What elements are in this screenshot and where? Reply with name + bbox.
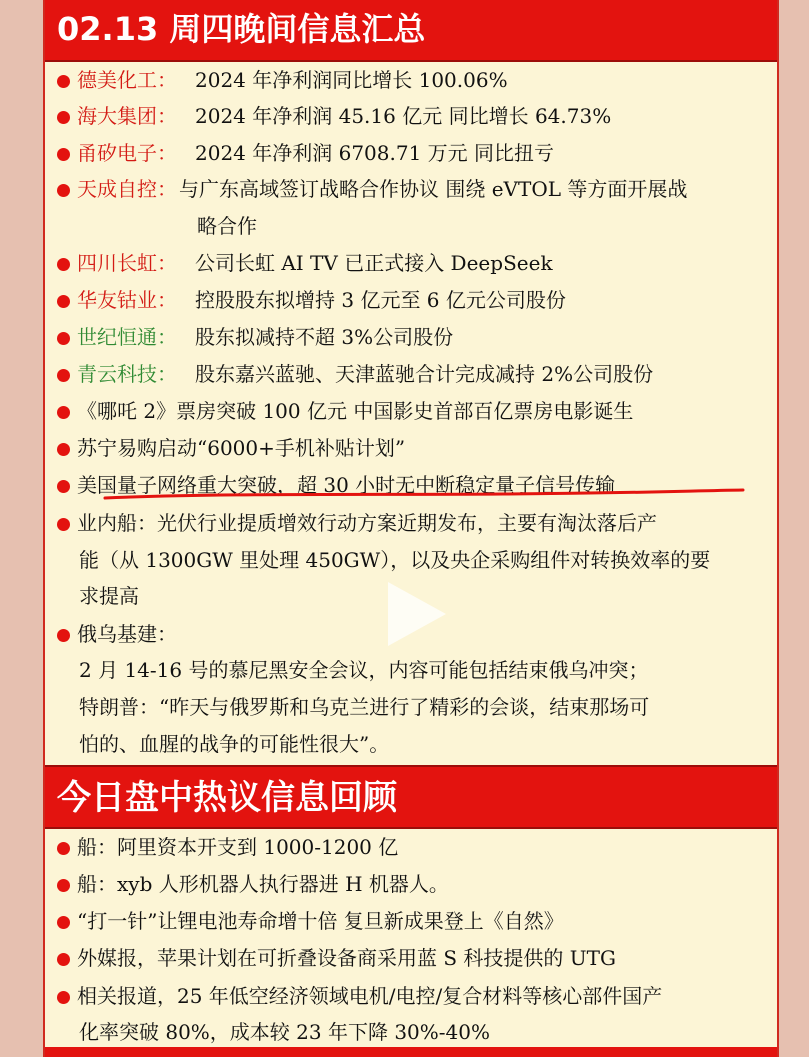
- bullet-icon: [57, 443, 70, 456]
- list-item: [57, 282, 773, 319]
- bullet-icon: [57, 629, 70, 642]
- item-text-continued: 略合作: [197, 214, 257, 238]
- item-text: 美国量子网络重大突破，超 30 小时无中断稳定量子信号传输: [77, 473, 616, 497]
- list-item: [57, 171, 773, 208]
- company-name: 四川长虹：: [77, 251, 177, 275]
- list-item: [57, 866, 773, 903]
- bullet-icon: [57, 406, 70, 419]
- list-item: [57, 356, 773, 393]
- bullet-icon: [57, 332, 70, 345]
- item-text: 股东拟减持不超 3%公司股份: [195, 325, 454, 349]
- bullet-icon: [57, 75, 70, 88]
- item-text: 股东嘉兴蓝驰、天津蓝驰合计完成减持 2%公司股份: [195, 362, 654, 386]
- bullet-icon: [57, 842, 70, 855]
- item-text: 外媒报，苹果计划在可折叠设备商采用蓝 S 科技提供的 UTG: [77, 946, 616, 970]
- bullet-icon: [57, 991, 70, 1004]
- play-icon[interactable]: [388, 582, 446, 646]
- item-text: 相关报道，25 年低空经济领域电机/电控/复合材料等核心部件国产: [77, 984, 663, 1008]
- item-text-continued: 求提高: [79, 584, 139, 608]
- item-text: 2024 年净利润 45.16 亿元 同比增长 64.73%: [195, 104, 612, 128]
- section-title-intraday-review: 今日盘中热议信息回顾: [45, 765, 777, 829]
- item-text: 船：xyb 人形机器人执行器进 H 机器人。: [77, 872, 449, 896]
- item-text: 俄乌基建：: [77, 622, 177, 646]
- item-text: 《哪吒 2》票房突破 100 亿元 中国影史首部百亿票房电影诞生: [77, 399, 634, 423]
- list-item: [57, 98, 773, 135]
- item-text-continued: 2 月 14-16 号的慕尼黑安全会议，内容可能包括结束俄乌冲突；: [79, 658, 649, 682]
- item-text-continued: 能（从 1300GW 里处理 450GW），以及央企采购组件对转换效率的要: [79, 548, 711, 572]
- list-item: [57, 978, 773, 1015]
- list-item: [57, 393, 773, 430]
- item-text-continued: 化率突破 80%，成本较 23 年下降 30%-40%: [79, 1020, 490, 1044]
- list-item: [57, 505, 773, 542]
- handwritten-underline: [103, 482, 745, 504]
- item-text-continued: 特朗普：“昨天与俄罗斯和乌克兰进行了精彩的会谈，结束那场可: [79, 695, 650, 719]
- news-card: [43, 0, 779, 1057]
- company-name: 世纪恒通：: [77, 325, 177, 349]
- company-name: 青云科技：: [77, 362, 177, 386]
- item-text: 与广东高域签订战略合作协议 围绕 eVTOL 等方面开展战: [179, 177, 688, 201]
- list-item: [57, 245, 773, 282]
- item-text: “打一针”让锂电池寿命增十倍 复旦新成果登上《自然》: [77, 909, 564, 933]
- bullet-icon: [57, 518, 70, 531]
- item-text: 2024 年净利润同比增长 100.06%: [195, 68, 508, 92]
- item-text-continued: 怕的、血腥的战争的可能性很大”。: [79, 732, 390, 756]
- item-text: 公司长虹 AI TV 已正式接入 DeepSeek: [195, 251, 553, 275]
- next-section-header-edge: [45, 1047, 777, 1057]
- item-text: 船：阿里资本开支到 1000-1200 亿: [77, 835, 399, 859]
- company-name: 海大集团：: [77, 104, 177, 128]
- list-item: [57, 940, 773, 977]
- list-item: [57, 829, 773, 866]
- bullet-icon: [57, 184, 70, 197]
- bullet-icon: [57, 258, 70, 271]
- bullet-icon: [57, 111, 70, 124]
- list-item: [57, 430, 773, 467]
- bullet-icon: [57, 953, 70, 966]
- section-title-evening-summary: 02.13 周四晚间信息汇总: [45, 0, 777, 62]
- list-item: [57, 62, 773, 99]
- list-item: [57, 319, 773, 356]
- company-name: 德美化工：: [77, 68, 177, 92]
- item-text: 2024 年净利润 6708.71 万元 同比扭亏: [195, 141, 555, 165]
- bullet-icon: [57, 295, 70, 308]
- item-text: 苏宁易购启动“6000+手机补贴计划”: [77, 436, 406, 460]
- list-item: [57, 903, 773, 940]
- list-item: [57, 135, 773, 172]
- company-name: 天成自控：: [77, 177, 177, 201]
- bullet-icon: [57, 879, 70, 892]
- bullet-icon: [57, 916, 70, 929]
- bullet-icon: [57, 369, 70, 382]
- company-name: 甬矽电子：: [77, 141, 177, 165]
- bullet-icon: [57, 148, 70, 161]
- item-text: 业内船：光伏行业提质增效行动方案近期发布，主要有淘汰落后产: [77, 511, 657, 535]
- company-name: 华友钴业：: [77, 288, 177, 312]
- bullet-icon: [57, 480, 70, 493]
- item-text: 控股股东拟增持 3 亿元至 6 亿元公司股份: [195, 288, 566, 312]
